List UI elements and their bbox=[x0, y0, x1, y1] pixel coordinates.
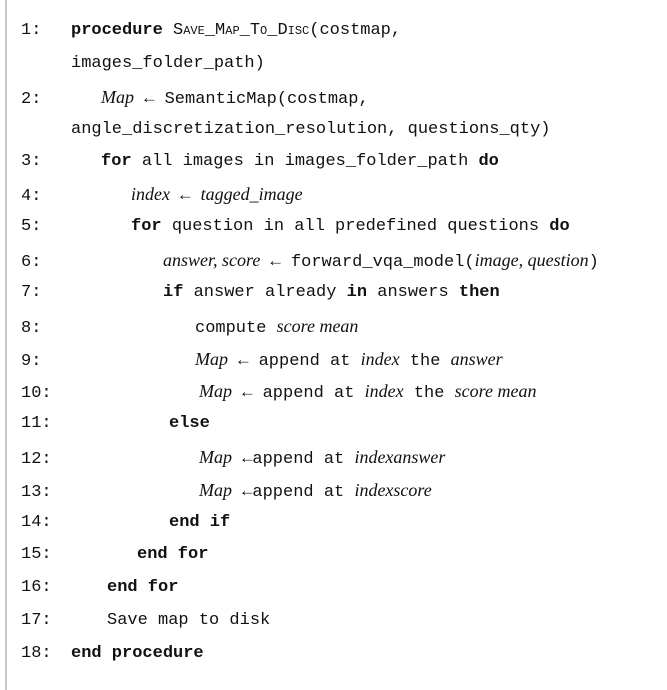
algo-line-4 bbox=[21, 183, 667, 208]
variable: index bbox=[364, 381, 404, 401]
statement-text: answers bbox=[377, 283, 449, 302]
algo-line-10 bbox=[21, 380, 667, 405]
algo-line-6 bbox=[21, 249, 667, 274]
algo-line-5 bbox=[21, 216, 667, 238]
variable: Map bbox=[199, 381, 232, 401]
procedure-args-cont: images_folder_path) bbox=[71, 54, 265, 73]
algo-line-14 bbox=[21, 512, 667, 534]
variable: Map bbox=[195, 349, 228, 369]
line-number: 2: bbox=[21, 90, 42, 109]
function-call: forward_vqa_model( bbox=[290, 253, 475, 272]
keyword: else bbox=[169, 414, 210, 433]
assign-arrow: ← bbox=[180, 187, 191, 206]
line-number: 8: bbox=[21, 319, 42, 338]
line-number: 1: bbox=[21, 21, 42, 40]
line-number: 6: bbox=[21, 253, 42, 272]
algo-line-11 bbox=[21, 413, 667, 435]
keyword: end procedure bbox=[71, 644, 204, 663]
algo-line-9 bbox=[21, 348, 667, 373]
algo-line-13 bbox=[21, 479, 667, 504]
algo-line-7 bbox=[21, 282, 667, 304]
variable: indexanswer bbox=[354, 447, 446, 467]
statement-text: the bbox=[413, 384, 445, 403]
variable: Map bbox=[199, 480, 232, 500]
variable: Map bbox=[199, 447, 232, 467]
line-number: 9: bbox=[21, 352, 42, 371]
line-number: 16: bbox=[21, 578, 52, 597]
line-number: 4: bbox=[21, 187, 42, 206]
algo-line-2-cont bbox=[71, 119, 667, 141]
procedure-name: Save_Map_To_Disc bbox=[173, 21, 310, 40]
variable: indexscore bbox=[354, 480, 432, 500]
statement-text: all images in images_folder_path bbox=[141, 152, 469, 171]
variable: score mean bbox=[276, 316, 359, 336]
statement-text: append at bbox=[258, 352, 351, 371]
line-number: 12: bbox=[21, 450, 52, 469]
algo-line-3 bbox=[21, 151, 667, 173]
statement-text: question in all predefined questions bbox=[171, 217, 540, 236]
algo-line-1 bbox=[21, 20, 667, 42]
algorithm-box bbox=[5, 0, 667, 690]
line-number: 10: bbox=[21, 384, 52, 403]
statement-text: answer already bbox=[193, 283, 337, 302]
function-args: image, question bbox=[474, 250, 589, 270]
function-call: SemanticMap(costmap, bbox=[164, 90, 369, 109]
algo-line-12 bbox=[21, 446, 667, 471]
algo-line-2 bbox=[21, 86, 667, 111]
statement-text: append at bbox=[262, 384, 355, 403]
line-number: 18: bbox=[21, 644, 52, 663]
algo-line-15 bbox=[21, 544, 667, 566]
statement-text: append at bbox=[252, 483, 345, 502]
line-number: 14: bbox=[21, 513, 52, 532]
variable: index bbox=[360, 349, 400, 369]
variable: answer bbox=[450, 349, 503, 369]
assign-arrow: ← bbox=[238, 352, 249, 371]
keyword: end for bbox=[137, 545, 209, 564]
line-number: 13: bbox=[21, 483, 52, 502]
algo-line-16 bbox=[21, 577, 667, 599]
assign-arrow: ← bbox=[144, 90, 155, 109]
keyword: for bbox=[131, 217, 162, 236]
statement-text: the bbox=[409, 352, 441, 371]
keyword: in bbox=[346, 283, 368, 302]
assign-arrow: ← bbox=[242, 450, 253, 469]
line-number: 7: bbox=[21, 283, 42, 302]
line-number: 3: bbox=[21, 152, 42, 171]
statement-text: compute bbox=[195, 319, 267, 338]
line-number: 17: bbox=[21, 611, 52, 630]
variable: tagged_image bbox=[200, 184, 303, 204]
assign-arrow: ← bbox=[242, 384, 253, 403]
statement-text: Save map to disk bbox=[107, 611, 271, 630]
keyword: for bbox=[101, 152, 132, 171]
statement-text: append at bbox=[252, 450, 345, 469]
keyword: end for bbox=[107, 578, 179, 597]
variable: score mean bbox=[454, 381, 537, 401]
assign-arrow: ← bbox=[270, 253, 281, 272]
line-number: 11: bbox=[21, 414, 52, 433]
procedure-args: (costmap, bbox=[309, 21, 402, 40]
keyword: if bbox=[163, 283, 184, 302]
variable: Map bbox=[101, 87, 134, 107]
algo-line-18 bbox=[21, 643, 667, 665]
line-number: 5: bbox=[21, 217, 42, 236]
algo-line-17 bbox=[21, 610, 667, 632]
keyword: end if bbox=[169, 513, 231, 532]
keyword: then bbox=[458, 283, 500, 302]
keyword: do bbox=[549, 217, 570, 236]
keyword: do bbox=[478, 152, 499, 171]
variable: answer, score bbox=[163, 250, 261, 270]
algo-line-8 bbox=[21, 315, 667, 340]
variable: index bbox=[131, 184, 170, 204]
function-args-cont: angle_discretization_resolution, questions_qty) bbox=[71, 120, 551, 139]
line-number: 15: bbox=[21, 545, 52, 564]
keyword: procedure bbox=[71, 21, 163, 40]
algo-line-1-cont bbox=[71, 53, 667, 75]
paren: ) bbox=[588, 253, 599, 272]
assign-arrow: ← bbox=[242, 483, 253, 502]
